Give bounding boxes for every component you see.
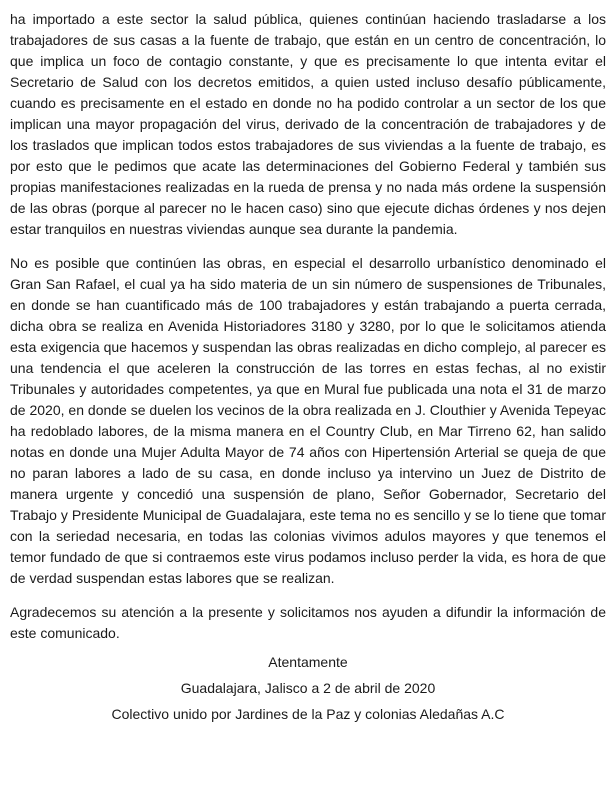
signature-line: Colectivo unido por Jardines de la Paz y colonias Aledañas A.C bbox=[111, 706, 505, 722]
closing-spacer bbox=[10, 644, 606, 652]
place-and-date: Guadalajara, Jalisco a 2 de abril de 2020 bbox=[180, 680, 436, 696]
body-paragraph-2: No es posible que continúen las obras, en especial el desarrollo urbanístico denominado el Gran San Rafael, el cual ya ha sido materia de un sin número de suspensiones de Tribunales, en donde se han cuantificado más de 100 trabajadores y están trabajando a puerta cerrada, dicha obra se realiza en Avenida Historiadores 3180 y 3280, por lo que le solicitamos atienda esta exigencia que hacemos y suspendan las obras realizadas en dicho complejo, al parecer es una tendencia el que aceleren la construcción de las torres en estas fechas, al no existir Tribunales y autoridades competentes, ya que en Mural fue publicada una nota el 31 de marzo de 2020, en donde se duelen los vecinos de la obra realizada en J. Clouthier y Avenida Tepeyac ha redoblado labores, de la misma manera en el Country Club, en Mar Tirreno 62, han salido notas en donde una Mujer Adulta Mayor de 74 años con Hipertensión Arterial se queja de que no paran labores a lado de su casa, en donde incluso ya intervino un Juez de Distrito de manera urgente y concedió una suspensión de plano, Señor Gobernador, Secretario del Trabajo y Presidente Municipal de Guadalajara, este tema no es sencillo y se lo tiene que tomar con la seriedad necesaria, en todas las colonias vivimos adulos mayores y que tenemos el temor fundado de que si contraemos este virus podamos incluso perder la vida, es hora de que de verdad suspendan estas labores que se realizan. bbox=[10, 255, 606, 586]
paragraph-spacer bbox=[10, 240, 606, 253]
body-paragraph-1: ha importado a este sector la salud pública, quienes continúan haciendo trasladarse a los trabajadores de sus casas a la fuente de trabajo, que están en un centro de concentración, lo que implica un foco de contagio constante, y que es precisamente lo que intenta evitar el Secretario de Salud con los decretos emitidos, a quien usted incluso desafío públicamente, cuando es precisamente en el estado en donde no ha podido controlar a un sector de los que implican una mayor propagación del virus, derivado de la concentración de trabajadores y de los traslados que implican todos estos trabajadores de sus viviendas a la fuente de trabajo, es por esto que le pedimos que acate las determinaciones del Gobierno Federal y también sus propias manifestaciones realizadas en la rueda de prensa y no nada más ordene la suspensión de las obras (porque al parecer no le hacen caso) sino que ejecute dichas órdenes y nos dejen estar tranquilos en nuestras viviendas aunque sea durante la pandemia. bbox=[10, 11, 606, 237]
body-paragraph-3: Agradecemos su atención a la presente y solicitamos nos ayuden a difundir la información de este comunicado. bbox=[10, 604, 606, 641]
paragraph-spacer bbox=[10, 589, 606, 602]
closing-salutation: Atentamente bbox=[268, 654, 348, 670]
